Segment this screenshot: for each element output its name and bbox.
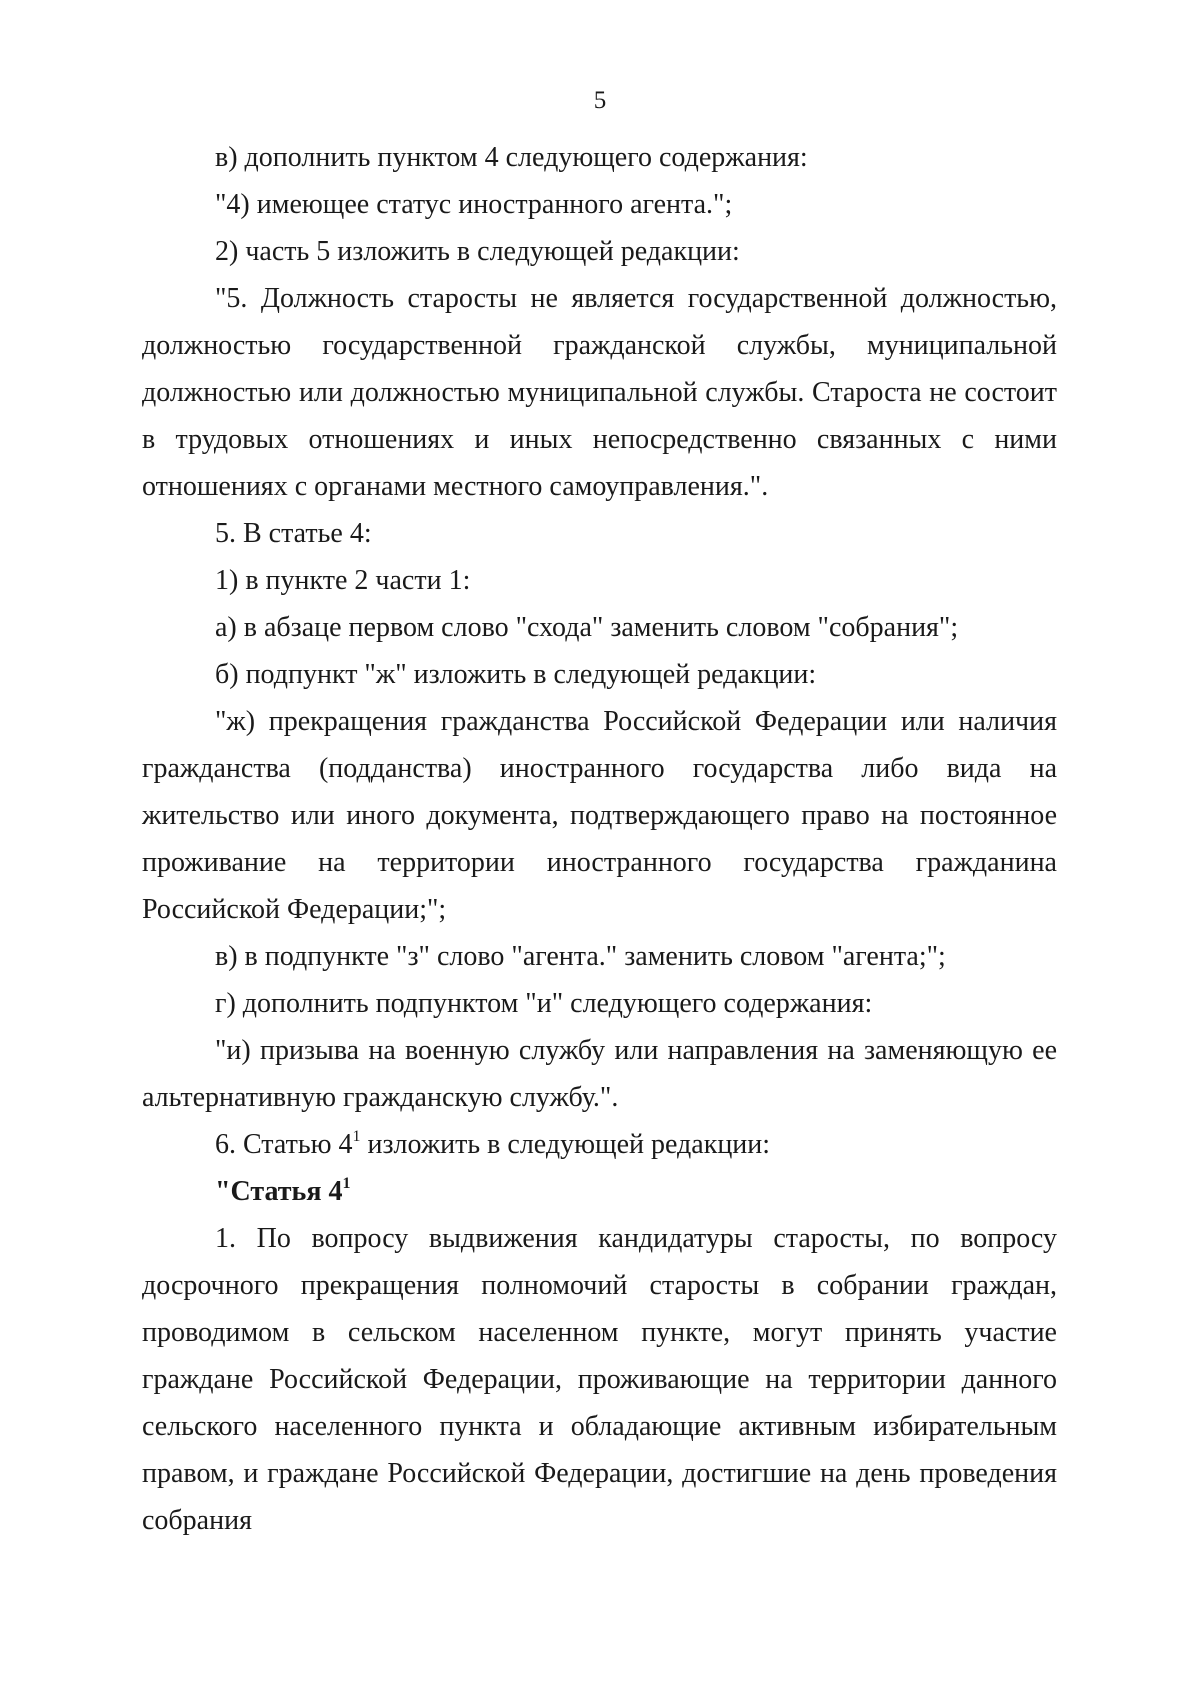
- paragraph-starosta-position: "5. Должность старосты не является государственной должностью, должностью государственной гражданской службы, муниципальной должностью или должностью муниципальной службы. Староста не состоит в трудовых отношениях и иных непосредственно связанных с ними отношениях с органами местного самоуправления.".: [142, 283, 1057, 502]
- paragraph-point-2-part-1: 1) в пункте 2 части 1:: [215, 565, 471, 596]
- article-4-1-title: [142, 1168, 1057, 1215]
- paragraph-part-5-new-wording: 2) часть 5 изложить в следующей редакции:: [215, 236, 740, 267]
- document-body: [142, 134, 1057, 1544]
- article-4-1-text-end: изложить в следующей редакции:: [360, 1129, 771, 1160]
- article-title-superscript: 1: [342, 1174, 351, 1192]
- page-number: 5: [593, 87, 607, 114]
- article-4-1-text-start: 6. Статью 4: [215, 1129, 353, 1160]
- paragraph-point-4-foreign-agent: "4) имеющее статус иностранного агента.";: [215, 189, 733, 220]
- paragraph-add-subpoint-i: г) дополнить подпунктом "и" следующего содержания:: [215, 988, 873, 1019]
- article-4-1-superscript: 1: [352, 1127, 361, 1145]
- paragraph-subpoint-i-text: "и) призыва на военную службу или направления на заменяющую ее альтернативную гражданскую службу.".: [142, 1035, 1057, 1113]
- paragraph-subpoint-z-replace: в) в подпункте "з" слово "агента." заменить словом "агента;";: [215, 941, 946, 972]
- paragraph-replace-skhoda: а) в абзаце первом слово "схода" заменить словом "собрания";: [215, 612, 959, 643]
- paragraph-article-4-heading: 5. В статье 4:: [215, 518, 372, 549]
- paragraph-item-v-add-point-4: в) дополнить пунктом 4 следующего содержания:: [215, 142, 808, 173]
- paragraph-article-4-1-part-1: 1. По вопросу выдвижения кандидатуры старосты, по вопросу досрочного прекращения полномочий старосты в собрании граждан, проводимом в сельском населенном пункте, могут принять участие граждане Российской Федерации, проживающие на территории данного сельского населенного пункта и обладающие активным избирательным правом, и граждане Российской Федерации, достигшие на день проведения собрания: [142, 1223, 1057, 1536]
- paragraph-subpoint-zh-wording: б) подпункт "ж" изложить в следующей редакции:: [215, 659, 817, 690]
- paragraph-subpoint-zh-text: "ж) прекращения гражданства Российской Федерации или наличия гражданства (подданства) иностранного государства либо вида на жительство или иного документа, подтверждающего право на постоянное проживание на территории иностранного государства гражданина Российской Федерации;";: [142, 706, 1057, 925]
- article-title-text: "Статья 4: [215, 1176, 343, 1207]
- paragraph-article-4-1-new-wording: [142, 1121, 1057, 1168]
